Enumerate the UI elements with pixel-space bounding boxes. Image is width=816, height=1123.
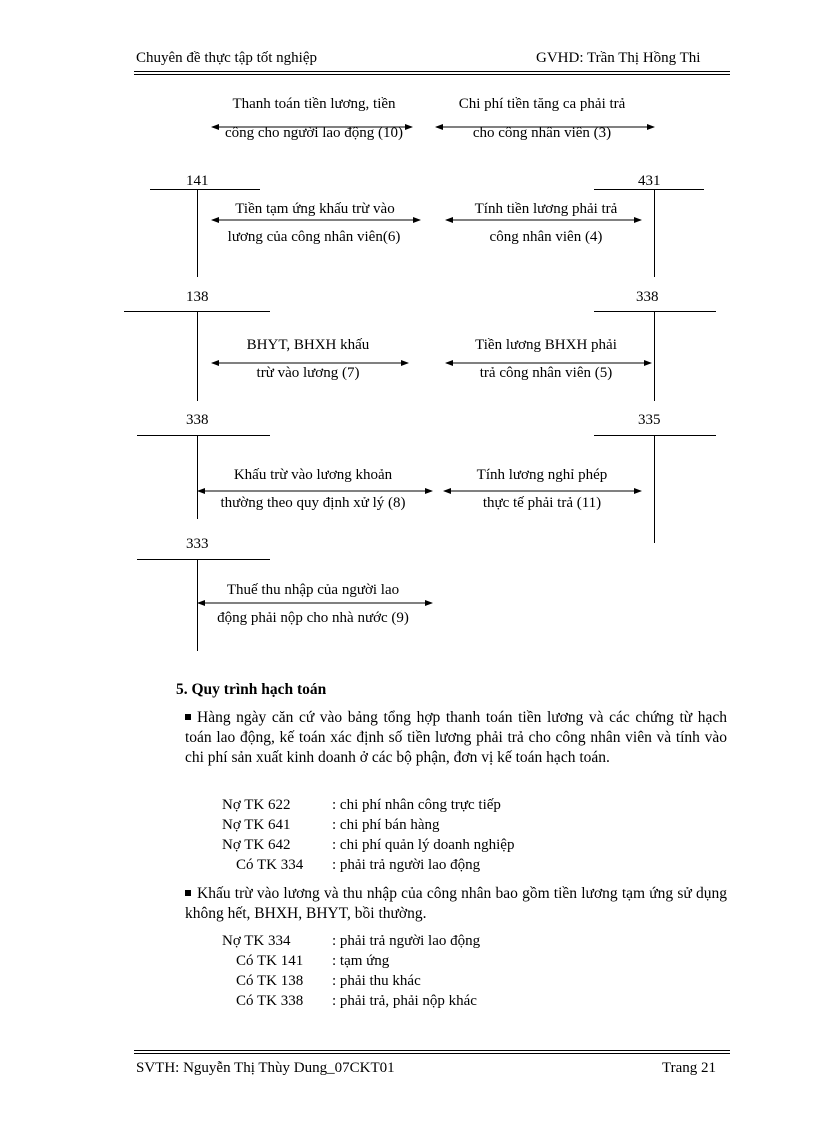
label-4-line1: Tính tiền lương phải trả bbox=[474, 201, 618, 217]
account-338-left: 338 bbox=[186, 412, 209, 428]
t-account-338-right-stem bbox=[654, 311, 655, 401]
label-9-line2: động phải nộp cho nhà nước (9) bbox=[217, 610, 409, 626]
label-10-line2: công cho người lao động (10) bbox=[224, 125, 404, 141]
account-141: 141 bbox=[186, 173, 209, 189]
label-6-line2: lương của công nhân viên(6) bbox=[227, 229, 401, 245]
label-6-line1: Tiền tạm ứng khấu trừ vào bbox=[235, 201, 395, 217]
entry-acct: Có TK 334 bbox=[236, 857, 304, 873]
entry-acct: Nợ TK 334 bbox=[222, 933, 291, 949]
entry-acct: Nợ TK 642 bbox=[222, 837, 291, 853]
entry-row bbox=[222, 855, 514, 875]
header-left: Chuyên đề thực tập tốt nghiệp bbox=[136, 50, 318, 66]
header-right: GVHD: Trần Thị Hồng Thi bbox=[536, 50, 701, 66]
label-4-line2: công nhân viên (4) bbox=[489, 229, 603, 245]
section-title: 5. Quy trình hạch toán bbox=[176, 681, 327, 698]
entry-row bbox=[222, 815, 514, 835]
t-account-335-stem bbox=[654, 435, 655, 543]
bullet-icon bbox=[185, 714, 191, 720]
entry-desc: : phải trả người lao động bbox=[332, 933, 481, 949]
label-8-line2: thường theo quy định xử lý (8) bbox=[220, 495, 406, 511]
entry-row bbox=[222, 795, 514, 815]
entry-acct: Có TK 138 bbox=[236, 973, 304, 989]
entry-desc: : chi phí bán hàng bbox=[332, 817, 440, 833]
account-335: 335 bbox=[638, 412, 661, 428]
entry-row bbox=[222, 931, 480, 951]
footer-rule-2 bbox=[134, 1053, 730, 1054]
t-account-335-top bbox=[594, 435, 716, 436]
t-account-333-top bbox=[137, 559, 270, 560]
paragraph-2 bbox=[185, 884, 727, 924]
label-7-line1: BHYT, BHXH khấu bbox=[246, 337, 370, 353]
entry-acct: Nợ TK 622 bbox=[222, 797, 291, 813]
t-account-333-stem bbox=[197, 559, 198, 651]
entry-desc: : chi phí quản lý doanh nghiệp bbox=[332, 837, 515, 853]
entry-group-2 bbox=[222, 931, 480, 1011]
label-11-line1: Tính lương nghỉ phép bbox=[476, 467, 608, 483]
label-3-line2: cho công nhân viên (3) bbox=[472, 125, 612, 141]
entry-row bbox=[222, 991, 480, 1011]
label-7-line2: trừ vào lương (7) bbox=[256, 365, 360, 381]
account-333: 333 bbox=[186, 536, 209, 552]
paragraph-2-text: Khấu trừ vào lương và thu nhập của công nhân bao gồm tiền lương tạm ứng sử dụng không hết, BHXH, BHYT, bồi thường. bbox=[185, 885, 727, 922]
entry-row bbox=[222, 951, 480, 971]
account-431: 431 bbox=[638, 173, 661, 189]
entry-acct: Có TK 338 bbox=[236, 993, 304, 1009]
entry-desc: : tạm ứng bbox=[332, 953, 390, 969]
label-9-line1: Thuế thu nhập của người lao bbox=[226, 582, 400, 598]
entry-row bbox=[222, 835, 514, 855]
label-5-line1: Tiền lương BHXH phải bbox=[475, 337, 617, 353]
label-8-line1: Khấu trừ vào lương khoản bbox=[233, 467, 393, 483]
entry-row bbox=[222, 971, 480, 991]
entry-desc: : phải thu khác bbox=[332, 973, 421, 989]
entry-desc: : chi phí nhân công trực tiếp bbox=[332, 797, 501, 813]
t-account-338-left-stem bbox=[197, 435, 198, 519]
t-account-338-left-top bbox=[137, 435, 270, 436]
entry-desc: : phải trả người lao động bbox=[332, 857, 481, 873]
entry-group-1 bbox=[222, 795, 514, 875]
label-11-line2: thực tế phải trả (11) bbox=[482, 495, 602, 511]
bullet-icon bbox=[185, 890, 191, 896]
paragraph-1 bbox=[185, 708, 727, 768]
footer-rule bbox=[134, 1050, 730, 1051]
footer-left: SVTH: Nguyễn Thị Thùy Dung_07CKT01 bbox=[136, 1060, 395, 1076]
account-138: 138 bbox=[186, 289, 209, 305]
label-3-line1: Chi phí tiền tăng ca phải trả bbox=[458, 96, 626, 112]
label-10-line1: Thanh toán tiền lương, tiền bbox=[232, 96, 396, 112]
t-account-138-stem bbox=[197, 311, 198, 401]
paragraph-1-text: Hàng ngày căn cứ vào bảng tổng hợp thanh toán tiền lương và các chứng từ hạch toán lao động, kế toán xác định số tiền lương phải trả cho công nhân viên và tính vào chi phí sản xuất kinh doanh ở các bộ phận, đơn vị kế toán hạch toán. bbox=[185, 709, 727, 766]
entry-desc: : phải trả, phải nộp khác bbox=[332, 993, 477, 1009]
t-account-338-right-top bbox=[594, 311, 716, 312]
account-338-right: 338 bbox=[636, 289, 659, 305]
entry-acct: Nợ TK 641 bbox=[222, 817, 291, 833]
footer-right: Trang 21 bbox=[662, 1060, 717, 1076]
label-5-line2: trả công nhân viên (5) bbox=[479, 365, 613, 381]
entry-acct: Có TK 141 bbox=[236, 953, 304, 969]
